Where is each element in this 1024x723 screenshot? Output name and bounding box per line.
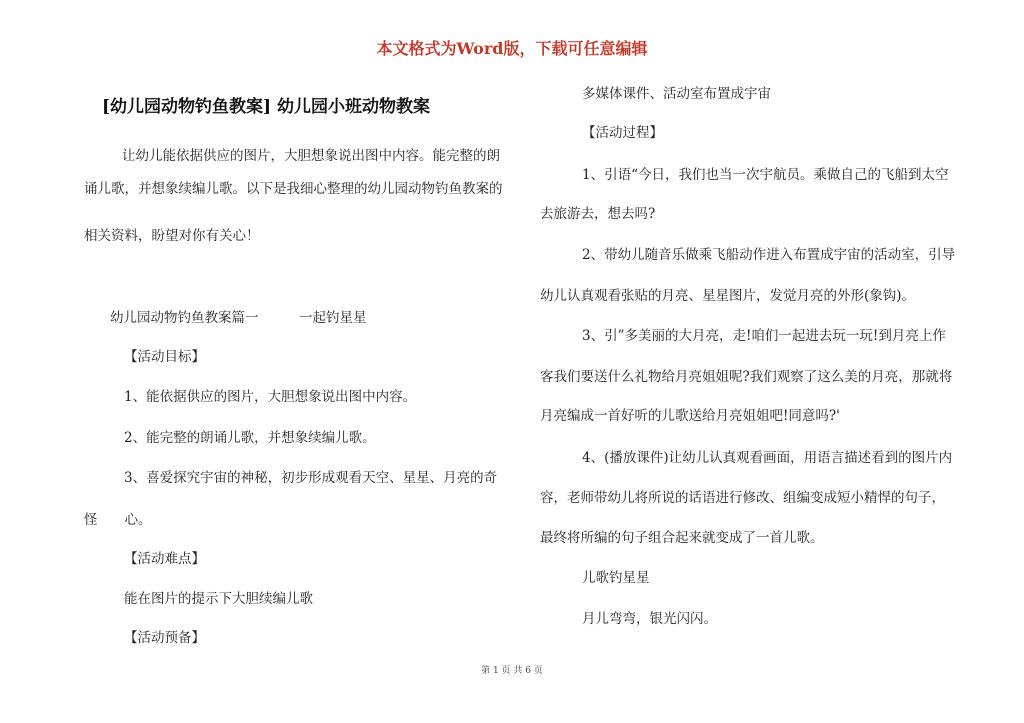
step-2-line-1: 2、带幼儿随音乐做乘飞船动作进入布置成宇宙的活动室，引导 xyxy=(582,247,956,263)
intro-line-3: 相关资料，盼望对你有关心！ xyxy=(84,228,260,244)
step-4-line-3: 最终将所编的句子组合起来就变成了一首儿歌。 xyxy=(540,530,824,546)
intro-line-2: 诵儿歌，并想象续编儿歌。以下是我细心整理的幼儿园动物钓鱼教案的 xyxy=(84,181,503,197)
step-3-line-2: 客我们要送什么礼物给月亮姐姐呢?我们观察了这么美的月亮，那就将 xyxy=(540,369,953,385)
goals-heading: 【活动目标】 xyxy=(124,349,205,365)
difficulty-heading: 【活动难点】 xyxy=(124,551,205,567)
section-title: 幼儿园动物钓鱼教案篇一 一起钓星星 xyxy=(110,310,367,326)
song-title: 儿歌钓星星 xyxy=(582,570,650,586)
step-4-line-1: 4、(播放课件)让幼儿认真观看画面，用语言描述看到的图片内 xyxy=(582,450,953,466)
goal-2: 2、能完整的朗诵儿歌，并想象续编儿歌。 xyxy=(124,430,376,446)
step-3-line-1: 3、引”多美丽的大月亮，走!咱们一起进去玩一玩!到月亮上作 xyxy=(582,328,946,344)
step-2-line-2: 幼儿认真观看张贴的月亮、星星图片，发觉月亮的外形(象钩)。 xyxy=(540,288,916,304)
document-title: [幼儿园动物钓鱼教案] 幼儿园小班动物教案 xyxy=(102,97,431,117)
goal-3-line-1: 3、喜爱探究宇宙的神秘，初步形成观看天空、星星、月亮的奇 xyxy=(124,470,498,486)
prep-heading: 【活动预备】 xyxy=(124,630,205,646)
difficulty-text: 能在图片的提示下大胆续编儿歌 xyxy=(124,591,313,607)
step-1-line-1: 1、引语“今日，我们也当一次宇航员。乘做自己的飞船到太空 xyxy=(582,167,949,183)
download-banner: 本文格式为Word版，下载可任意编辑 xyxy=(376,39,648,58)
prep-text: 多媒体课件、活动室布置成宇宙 xyxy=(582,86,771,102)
step-4-line-2: 容，老师带幼儿将所说的话语进行修改、组编变成短小精悍的句子， xyxy=(540,490,945,506)
step-3-line-3: 月亮编成一首好听的儿歌送给月亮姐姐吧!同意吗?' xyxy=(540,408,840,424)
step-1-line-2: 去旅游去，想去吗? xyxy=(540,206,656,222)
intro-line-1: 让幼儿能依据供应的图片，大胆想象说出图中内容。能完整的朗 xyxy=(122,148,500,164)
goal-1: 1、能依据供应的图片，大胆想象说出图中内容。 xyxy=(124,389,417,405)
goal-3-line-2: 怪 心。 xyxy=(84,512,152,528)
song-line-1: 月儿弯弯，银光闪闪。 xyxy=(582,611,717,627)
process-heading: 【活动过程】 xyxy=(582,125,663,141)
page-number: 第 1 页 共 6 页 xyxy=(481,666,543,676)
